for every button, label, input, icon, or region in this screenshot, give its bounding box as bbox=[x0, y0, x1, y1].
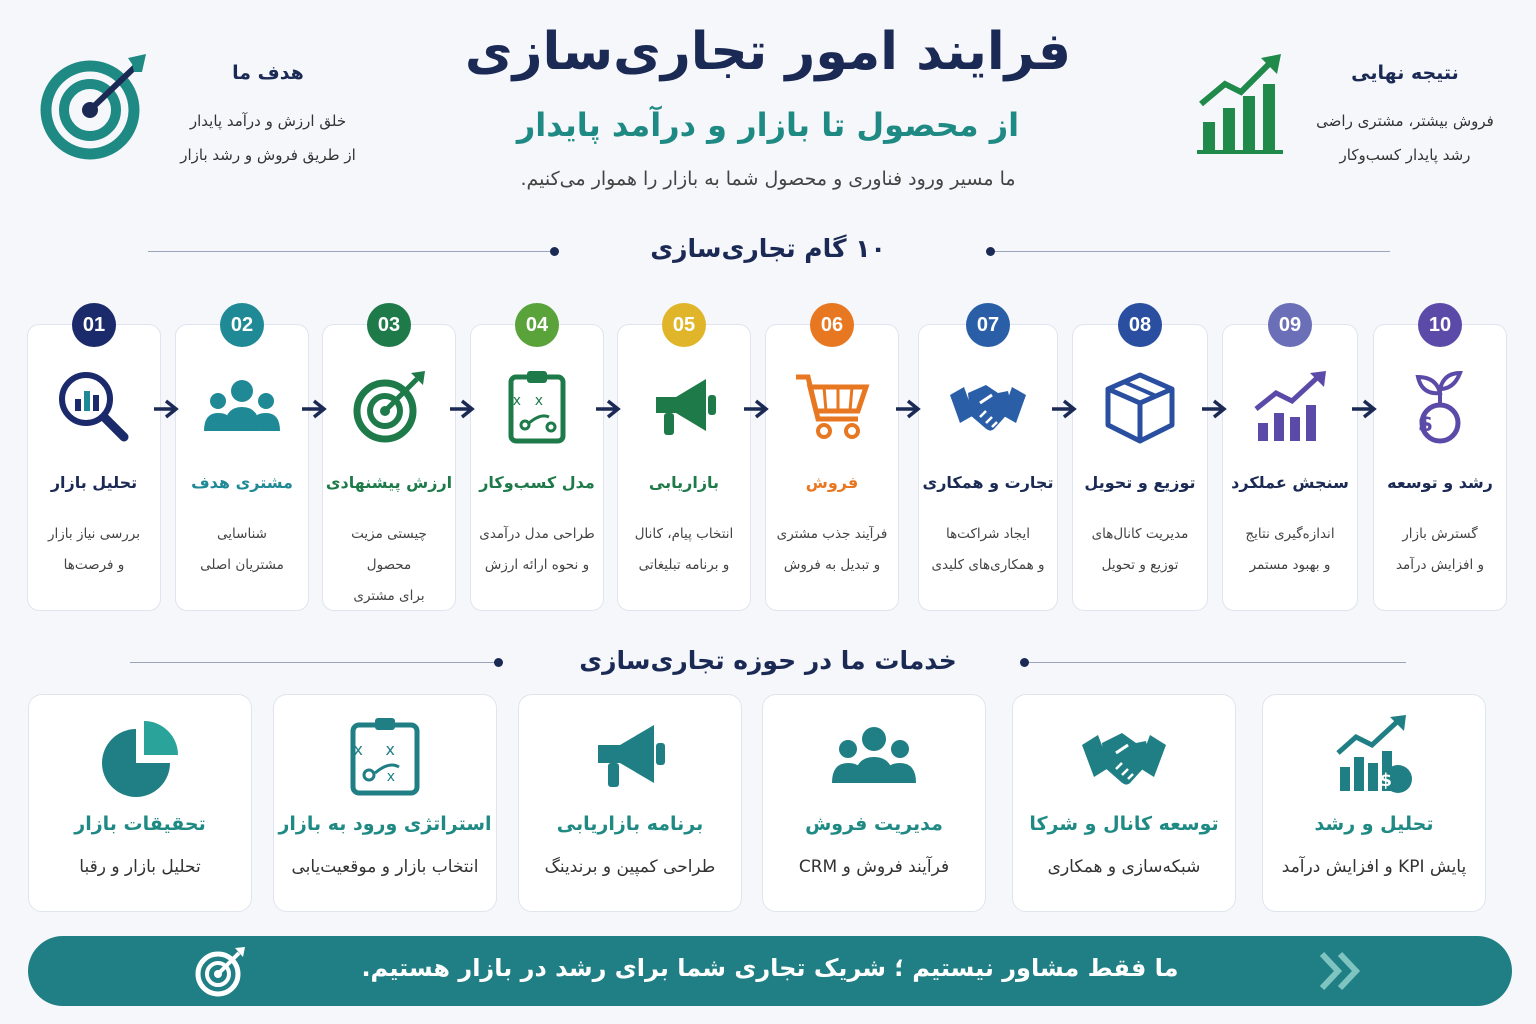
step-number: 09 bbox=[1268, 303, 1312, 347]
step-desc bbox=[327, 519, 451, 612]
service-card-strategy bbox=[273, 694, 497, 912]
step-title: فروش bbox=[805, 473, 859, 492]
step-desc-line2: توزیع و تحویل bbox=[1101, 557, 1179, 573]
target-icon bbox=[351, 369, 427, 445]
arrow-right-icon bbox=[742, 398, 770, 420]
step-title: بازاریابی bbox=[648, 473, 720, 492]
services-heading: خدمات ما در حوزه تجاری‌سازی bbox=[579, 646, 957, 675]
page-tagline: ما مسیر ورود فناوری و محصول شما به بازار را هموار می‌کنیم. bbox=[520, 168, 1016, 190]
steps-heading: ۱۰ گام تجاری‌سازی bbox=[650, 234, 886, 263]
step-title: مشتری هدف bbox=[191, 473, 293, 492]
arrow-right-icon bbox=[152, 398, 180, 420]
step-desc bbox=[475, 519, 599, 581]
step-card-09 bbox=[1222, 313, 1358, 611]
step-desc-line2: و بهبود مستمر bbox=[1249, 557, 1331, 573]
step-number: 05 bbox=[662, 303, 706, 347]
step-number: 03 bbox=[367, 303, 411, 347]
svg-text:$: $ bbox=[1417, 412, 1433, 437]
service-card-research bbox=[28, 694, 252, 912]
step-title: سنجش عملکرد bbox=[1231, 473, 1349, 492]
service-title: تحلیل و رشد bbox=[1314, 813, 1434, 835]
step-card-04 bbox=[470, 313, 604, 611]
step-desc-line1: فرآیند جذب مشتری bbox=[776, 526, 888, 542]
service-desc: تحلیل بازار و رقبا bbox=[79, 857, 201, 877]
step-title: تجارت و همکاری bbox=[922, 473, 1054, 492]
service-card-growth bbox=[1262, 694, 1486, 912]
clipboard-strategy-icon bbox=[499, 369, 575, 445]
megaphone-icon bbox=[646, 369, 722, 445]
step-card-03 bbox=[322, 313, 456, 611]
service-title: تحقیقات بازار bbox=[74, 813, 206, 835]
step-desc bbox=[1378, 519, 1502, 581]
page-subtitle: از محصول تا بازار و درآمد پایدار bbox=[516, 106, 1020, 144]
step-desc-line2: و همکاری‌های کلیدی bbox=[931, 557, 1045, 573]
double-chevron-icon bbox=[1316, 950, 1366, 992]
handshake-icon bbox=[1082, 715, 1166, 799]
arrow-right-icon bbox=[894, 398, 922, 420]
step-desc bbox=[923, 519, 1053, 581]
step-desc bbox=[1077, 519, 1203, 581]
step-desc-line2: و فرصت‌ها bbox=[63, 557, 125, 573]
svg-text:x: x bbox=[385, 740, 395, 759]
people-icon bbox=[204, 369, 280, 445]
service-title: توسعه کانال و شرکا bbox=[1029, 813, 1219, 835]
step-desc bbox=[180, 519, 304, 581]
bar-growth-icon bbox=[1252, 369, 1328, 445]
handshake-icon bbox=[950, 369, 1026, 445]
service-desc: پایش KPI و افزایش درآمد bbox=[1281, 857, 1467, 877]
step-number: 04 bbox=[515, 303, 559, 347]
service-card-sales bbox=[762, 694, 986, 912]
service-desc: انتخاب بازار و موقعیت‌یابی bbox=[291, 857, 479, 877]
step-card-01 bbox=[27, 313, 161, 611]
result-line2: رشد پایدار کسب‌وکار bbox=[1339, 146, 1471, 164]
arrow-right-icon bbox=[1200, 398, 1228, 420]
step-title: رشد و توسعه bbox=[1387, 473, 1493, 492]
step-card-08 bbox=[1072, 313, 1208, 611]
step-desc bbox=[1227, 519, 1353, 581]
service-card-marketing bbox=[518, 694, 742, 912]
footer-banner bbox=[28, 936, 1512, 1006]
arrow-right-icon bbox=[1050, 398, 1078, 420]
step-desc-line1: مدیریت کانال‌های bbox=[1091, 526, 1189, 542]
step-number: 01 bbox=[72, 303, 116, 347]
step-title: ارزش پیشنهادی bbox=[325, 473, 453, 492]
plant-dollar-icon bbox=[1402, 369, 1478, 445]
step-card-05 bbox=[617, 313, 751, 611]
step-card-10 bbox=[1373, 313, 1507, 611]
arrow-right-icon bbox=[1350, 398, 1378, 420]
step-title: مدل کسب‌وکار bbox=[479, 473, 595, 492]
box-icon bbox=[1102, 369, 1178, 445]
cart-icon bbox=[794, 369, 870, 445]
magnifier-chart-icon bbox=[56, 369, 132, 445]
step-number: 06 bbox=[810, 303, 854, 347]
service-desc: فرآیند فروش و CRM bbox=[798, 857, 950, 877]
step-desc-line1: گسترش بازار bbox=[1402, 526, 1478, 542]
step-desc-line2: مشتریان اصلی bbox=[200, 557, 284, 573]
goal-title: هدف ما bbox=[232, 62, 304, 84]
service-title: استراتژی ورود به بازار bbox=[278, 813, 492, 835]
target-icon bbox=[40, 50, 152, 162]
clipboard-strategy-icon bbox=[343, 715, 427, 799]
step-desc-line1: بررسی نیاز بازار bbox=[48, 526, 140, 542]
step-desc bbox=[770, 519, 894, 581]
result-line1: فروش بیشتر، مشتری راضی bbox=[1316, 112, 1494, 130]
step-card-02 bbox=[175, 313, 309, 611]
goal-box bbox=[148, 62, 388, 172]
svg-text:$: $ bbox=[1379, 770, 1392, 791]
step-desc bbox=[622, 519, 746, 581]
arrow-right-icon bbox=[448, 398, 476, 420]
service-card-channels bbox=[1012, 694, 1236, 912]
result-box bbox=[1285, 62, 1525, 172]
step-title: توزیع و تحویل bbox=[1084, 473, 1196, 492]
step-desc-line1: ایجاد شراکت‌ها bbox=[945, 526, 1031, 542]
step-desc-line1: شناسایی bbox=[217, 526, 267, 542]
step-desc-line2: برای مشتری bbox=[353, 588, 425, 604]
step-card-07 bbox=[918, 313, 1058, 611]
svg-text:x: x bbox=[353, 740, 363, 759]
svg-text:x: x bbox=[386, 769, 395, 785]
service-title: مدیریت فروش bbox=[805, 813, 943, 835]
step-desc-line1: انتخاب پیام، کانال bbox=[634, 526, 734, 542]
goal-line1: خلق ارزش و درآمد پایدار bbox=[189, 112, 347, 130]
svg-text:x: x bbox=[512, 393, 521, 409]
pie-chart-icon bbox=[98, 715, 182, 799]
step-number: 08 bbox=[1118, 303, 1162, 347]
page-title: فرایند امور تجاری‌سازی bbox=[464, 22, 1072, 82]
step-number: 07 bbox=[966, 303, 1010, 347]
step-desc bbox=[32, 519, 156, 581]
step-desc-line2: و افزایش درآمد bbox=[1395, 557, 1485, 573]
arrow-right-icon bbox=[594, 398, 622, 420]
growth-chart-icon bbox=[1195, 52, 1285, 156]
service-desc: طراحی کمپین و برندینگ bbox=[544, 857, 716, 877]
banner-text: ما فقط مشاور نیستیم ؛ شریک تجاری شما برای رشد در بازار هستیم. bbox=[361, 954, 1179, 982]
service-title: برنامه بازاریابی bbox=[556, 813, 704, 835]
arrow-right-icon bbox=[300, 398, 328, 420]
step-desc-line2: و نحوه ارائه ارزش bbox=[484, 557, 590, 573]
step-title: تحلیل بازار bbox=[50, 473, 138, 492]
step-number: 10 bbox=[1418, 303, 1462, 347]
growth-dollar-icon bbox=[1332, 715, 1416, 799]
megaphone-icon bbox=[588, 715, 672, 799]
result-title: نتیجه نهایی bbox=[1351, 62, 1459, 84]
step-desc-line1: اندازه‌گیری نتایج bbox=[1245, 526, 1335, 542]
step-card-06 bbox=[765, 313, 899, 611]
step-desc-line1: طراحی مدل درآمدی bbox=[479, 526, 595, 542]
people-icon bbox=[832, 715, 916, 799]
service-desc: شبکه‌سازی و همکاری bbox=[1047, 857, 1201, 877]
step-desc-line2: و تبدیل به فروش bbox=[783, 557, 881, 573]
step-desc-line2: و برنامه تبلیغاتی bbox=[638, 557, 730, 573]
goal-line2: از طریق فروش و رشد بازار bbox=[180, 146, 356, 164]
step-desc-line1: چیستی مزیت محصول bbox=[351, 526, 427, 573]
step-number: 02 bbox=[220, 303, 264, 347]
svg-text:x: x bbox=[534, 393, 543, 409]
